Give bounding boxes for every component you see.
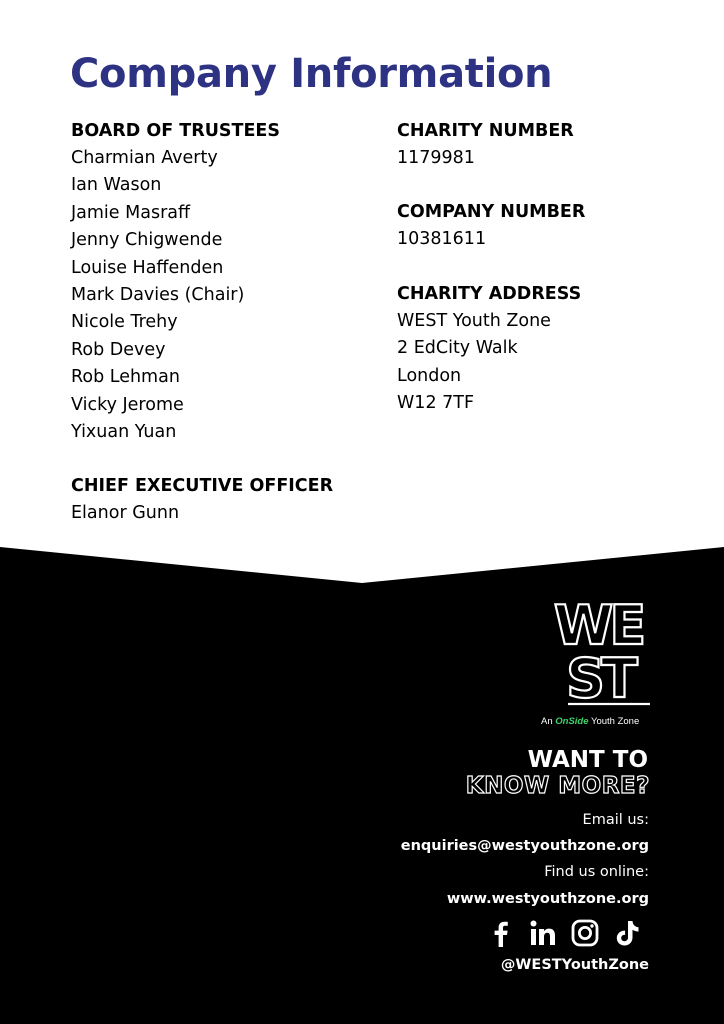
west-logo <box>542 594 654 706</box>
trustee-name: Louise Haffenden <box>71 257 224 278</box>
trustee-name: Ian Wason <box>71 175 162 196</box>
tagline-suffix: Youth Zone <box>591 716 640 727</box>
logo-text-st: ST <box>566 647 634 706</box>
address-line: W12 7TF <box>397 393 475 414</box>
address-line: London <box>397 365 462 386</box>
trustee-list <box>71 145 391 446</box>
trustee-name: Mark Davies (Chair) <box>71 285 245 306</box>
trustee-name: Rob Devey <box>71 339 166 360</box>
charity-address-heading: CHARITY ADDRESS <box>397 283 582 304</box>
email-label: Email us: <box>582 812 649 828</box>
trustee-name: Yixuan Yuan <box>71 422 177 443</box>
social-icons <box>486 918 642 948</box>
cta-line-2: KNOW MORE? <box>465 773 650 799</box>
cta-line-1: WANT TO <box>527 747 648 773</box>
onside-brand: OnSide <box>555 716 589 727</box>
trustee-name: Jamie Masraff <box>71 202 191 223</box>
left-column <box>71 118 391 528</box>
trustee-name: Charmian Averty <box>71 148 218 168</box>
linkedin-icon[interactable] <box>528 918 558 948</box>
tagline-prefix: An <box>541 716 553 727</box>
trustee-name: Nicole Trehy <box>71 312 178 333</box>
right-column <box>397 118 697 417</box>
company-number-value: 10381611 <box>397 229 487 250</box>
website-link[interactable]: www.westyouthzone.org <box>446 891 649 907</box>
logo-text-we: WE <box>553 594 643 657</box>
board-heading: BOARD OF TRUSTEES <box>71 121 280 141</box>
charity-number-heading: CHARITY NUMBER <box>397 121 574 141</box>
facebook-icon[interactable] <box>486 918 516 948</box>
instagram-icon[interactable] <box>570 918 600 948</box>
onside-tagline <box>541 716 656 727</box>
trustee-name: Rob Lehman <box>71 367 180 388</box>
social-handle[interactable]: @WESTYouthZone <box>500 957 649 973</box>
address-line: 2 EdCity Walk <box>397 338 518 359</box>
company-number-heading: COMPANY NUMBER <box>397 202 586 223</box>
tiktok-icon[interactable] <box>612 918 642 948</box>
trustee-name: Jenny Chigwende <box>71 230 223 251</box>
page-title: Company Information <box>70 51 553 97</box>
online-label: Find us online: <box>544 864 649 880</box>
trustee-name: Vicky Jerome <box>71 394 184 415</box>
charity-number-value: 1179981 <box>397 148 475 168</box>
email-link[interactable]: enquiries@westyouthzone.org <box>400 838 649 854</box>
ceo-heading: CHIEF EXECUTIVE OFFICER <box>71 476 334 497</box>
ceo-name: Elanor Gunn <box>71 503 180 524</box>
address-line: WEST Youth Zone <box>397 310 551 331</box>
